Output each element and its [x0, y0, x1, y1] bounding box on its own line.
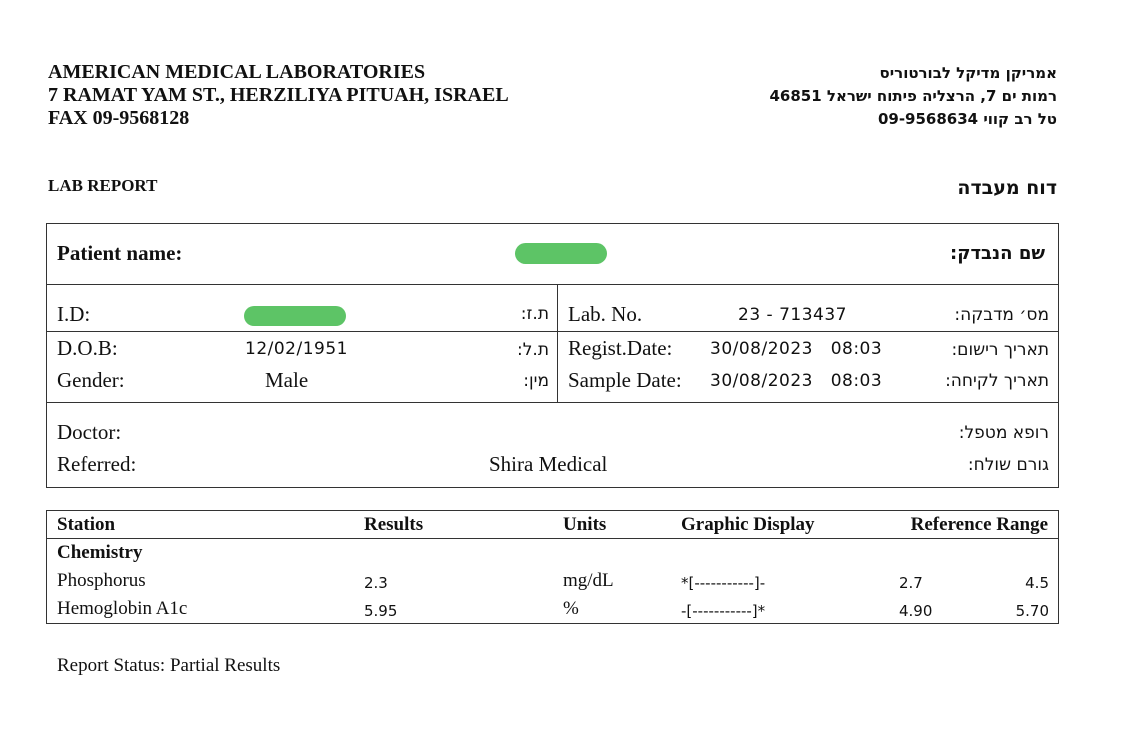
gender-value: Male: [265, 368, 309, 392]
divider: [46, 284, 1059, 285]
referred-value: Shira Medical: [489, 452, 608, 476]
ref-low-hba1c: 4.90: [899, 602, 933, 620]
col-header-units: Units: [563, 514, 607, 535]
lab-name-he: אמריקן מדיקל לבורטוריס: [879, 64, 1057, 82]
col-header-results: Results: [364, 514, 424, 535]
section-chemistry: Chemistry: [57, 542, 143, 563]
lab-name-en: AMERICAN MEDICAL LABORATORIES: [48, 61, 426, 83]
result-hba1c: 5.95: [364, 602, 398, 620]
column-divider: [557, 284, 558, 402]
units-hba1c: %: [563, 598, 579, 619]
patient-name-label: Patient name:: [57, 241, 183, 265]
graphic-phosphorus: *[-----------]-: [681, 574, 766, 592]
regist-date-value: 30/08/2023 08:03: [710, 339, 883, 359]
redacted-id: [244, 306, 346, 326]
referred-label-he: גורם שולח:: [967, 455, 1049, 475]
station-phosphorus: Phosphorus: [57, 570, 146, 591]
doctor-label-he: רופא מטפל:: [958, 423, 1049, 443]
regist-date-label: Regist.Date:: [568, 336, 673, 360]
ref-high-hba1c: 5.70: [1015, 602, 1049, 620]
lab-no-label: Lab. No.: [568, 302, 643, 326]
lab-address-he: רמות ים 7, הרצליה פיתוח ישראל 46851: [769, 87, 1057, 105]
gender-label: Gender:: [57, 368, 125, 392]
station-hba1c: Hemoglobin A1c: [57, 598, 188, 619]
id-label-he: ת.ז:: [520, 304, 549, 324]
lab-no-value: 23 - 713437: [738, 305, 847, 325]
report-status: [57, 655, 280, 677]
dob-label: D.O.B:: [57, 336, 118, 360]
lab-no-label-he: מס׳ מדבקה:: [954, 305, 1049, 325]
dob-label-he: ת.ל:: [517, 340, 549, 360]
divider: [46, 402, 1059, 403]
col-header-graphic: Graphic Display: [681, 514, 815, 535]
col-header-reference: Reference Range: [910, 514, 1048, 535]
sample-date-label: Sample Date:: [568, 368, 682, 392]
patient-name-label-he: שם הנבדק:: [950, 243, 1045, 264]
divider: [46, 331, 1059, 332]
sample-date-label-he: תאריך לקיחה:: [945, 371, 1049, 391]
gender-label-he: מין:: [523, 371, 549, 391]
report-title-en: LAB REPORT: [48, 176, 158, 195]
id-label: I.D:: [57, 302, 91, 326]
report-status-label: Report Status:: [57, 655, 166, 676]
report-status-value: Partial Results: [169, 655, 281, 676]
lab-address-en: 7 RAMAT YAM ST., HERZILIYA PITUAH, ISRAEL: [48, 84, 509, 106]
table-header-divider: [46, 538, 1059, 539]
dob-value: 12/02/1951: [245, 339, 348, 359]
redacted-patient-name: [515, 243, 607, 264]
units-phosphorus: mg/dL: [563, 570, 614, 591]
sample-date-value: 30/08/2023 08:03: [710, 371, 883, 391]
report-title-he: דוח מעבדה: [957, 177, 1057, 199]
regist-date-label-he: תאריך רישום:: [951, 340, 1049, 360]
doctor-label: Doctor:: [57, 420, 122, 444]
ref-low-phosphorus: 2.7: [899, 574, 923, 592]
referred-label: Referred:: [57, 452, 137, 476]
ref-high-phosphorus: 4.5: [1025, 574, 1049, 592]
result-phosphorus: 2.3: [364, 574, 388, 592]
graphic-hba1c: -[-----------]*: [681, 602, 766, 620]
lab-phone-he: טל רב קווי 09-9568634: [877, 110, 1057, 128]
col-header-station: Station: [57, 514, 116, 535]
lab-fax-en: FAX 09-9568128: [48, 107, 190, 129]
